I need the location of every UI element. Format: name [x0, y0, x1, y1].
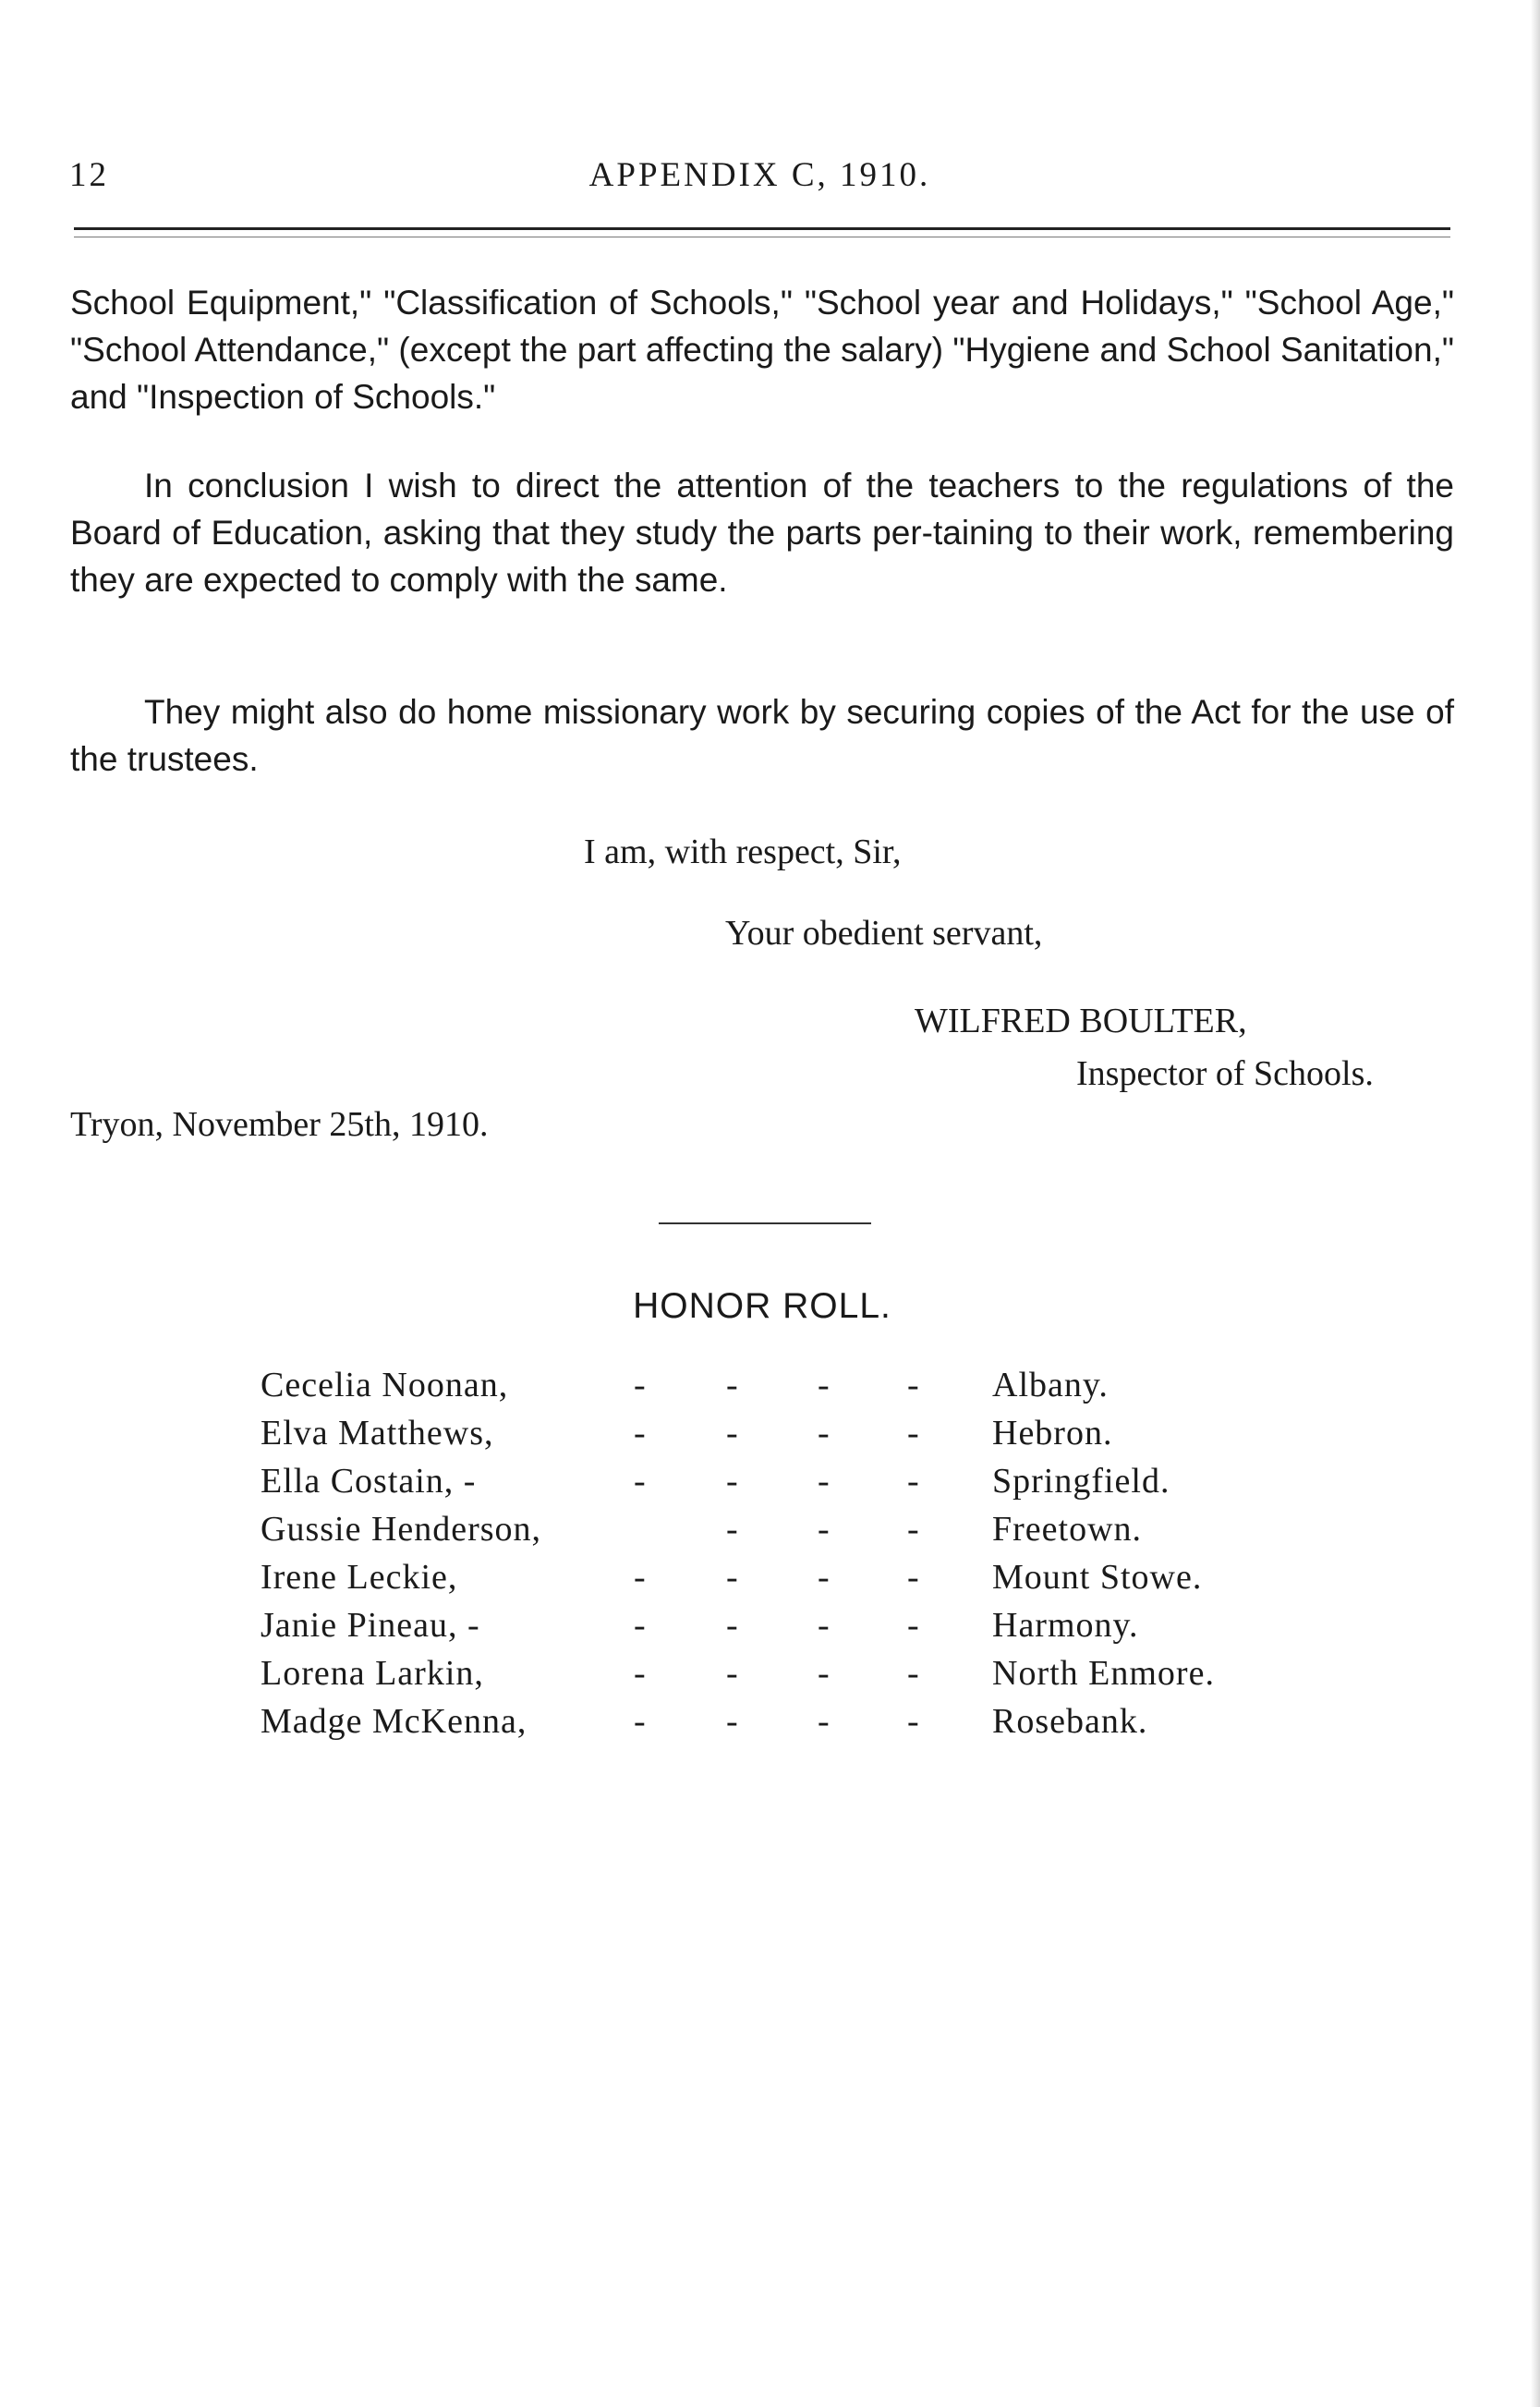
leader-dash: - [726, 1558, 739, 1597]
leader-dash: - [726, 1606, 739, 1645]
list-item [261, 1413, 1369, 1461]
leader-dash: - [726, 1510, 739, 1549]
paragraph-regulations-list: School Equipment," "Classification of Schools," "School year and Holidays," "School Age," "School Attendance," (except the part affecting the salary) "Hygiene and School Sanitation," and "Inspection of Schools." [70, 284, 1454, 416]
signature-servant: Your obedient servant, [725, 914, 1043, 953]
student-name: Lorena Larkin, [261, 1654, 484, 1693]
leader-dash: - [634, 1414, 647, 1453]
leader-dash: - [634, 1558, 647, 1597]
leader-dash: - [634, 1606, 647, 1645]
place-date: Tryon, November 25th, 1910. [70, 1105, 489, 1144]
school-place: Albany. [992, 1366, 1109, 1404]
list-item [261, 1557, 1369, 1605]
leader-dash: - [726, 1654, 739, 1693]
leader-dash: - [818, 1414, 831, 1453]
leader-dash: - [818, 1462, 831, 1501]
list-item [261, 1701, 1369, 1749]
school-place: Springfield. [992, 1462, 1170, 1501]
leader-dash: - [818, 1702, 831, 1741]
leader-dash: - [634, 1366, 647, 1404]
student-name: Irene Leckie, [261, 1558, 458, 1597]
school-place: Mount Stowe. [992, 1558, 1203, 1597]
leader-dash: - [818, 1558, 831, 1597]
page-header [69, 155, 1450, 201]
leader-dash: - [818, 1366, 831, 1404]
list-item [261, 1653, 1369, 1701]
honor-roll-title: HONOR ROLL. [633, 1286, 891, 1326]
leader-dash: - [907, 1366, 920, 1404]
student-name: Elva Matthews, [261, 1414, 494, 1453]
school-place: North Enmore. [992, 1654, 1215, 1693]
paragraph-missionary-work: They might also do home missionary work by securing copies of the Act for the use of the trustees. [70, 693, 1454, 778]
leader-dash: - [907, 1606, 920, 1645]
leader-dash: - [907, 1702, 920, 1741]
school-place: Hebron. [992, 1414, 1113, 1453]
running-head: APPENDIX C, 1910. [588, 156, 931, 194]
leader-dash: - [818, 1606, 831, 1645]
leader-dash: - [634, 1462, 647, 1501]
list-item [261, 1365, 1369, 1413]
student-name: Janie Pineau, - [261, 1606, 480, 1645]
leader-dash: - [726, 1414, 739, 1453]
school-place: Freetown. [992, 1510, 1143, 1549]
leader-dash: - [907, 1558, 920, 1597]
school-place: Harmony. [992, 1606, 1139, 1645]
school-place: Rosebank. [992, 1702, 1148, 1741]
list-item [261, 1509, 1369, 1557]
list-item [261, 1605, 1369, 1653]
student-name: Cecelia Noonan, [261, 1366, 509, 1404]
student-name: Ella Costain, - [261, 1462, 477, 1501]
student-name: Madge McKenna, [261, 1702, 527, 1741]
signature-closing: I am, with respect, Sir, [584, 833, 902, 871]
leader-dash: - [907, 1414, 920, 1453]
list-item [261, 1461, 1369, 1509]
leader-dash: - [818, 1654, 831, 1693]
header-rule [74, 227, 1450, 230]
leader-dash: - [726, 1702, 739, 1741]
leader-dash: - [907, 1510, 920, 1549]
leader-dash: - [726, 1462, 739, 1501]
signature-name: WILFRED BOULTER, [915, 1002, 1247, 1040]
leader-dash: - [907, 1654, 920, 1693]
leader-dash: - [907, 1462, 920, 1501]
leader-dash: - [634, 1702, 647, 1741]
student-name: Gussie Henderson, [261, 1510, 542, 1549]
leader-dash: - [818, 1510, 831, 1549]
leader-dash: - [634, 1654, 647, 1693]
signature-title: Inspector of Schools. [1076, 1054, 1374, 1093]
page-edge-shadow [1531, 0, 1540, 2407]
leader-dash: - [726, 1366, 739, 1404]
paragraph-conclusion: In conclusion I wish to direct the attention of the teachers to the regulations of the Board of Education, asking that they study the parts per-taining to their work, remembering they are expected to comply with the same. [70, 467, 1454, 599]
page-number: 12 [69, 156, 109, 194]
section-divider [659, 1222, 871, 1224]
honor-roll-list [261, 1365, 1369, 1749]
